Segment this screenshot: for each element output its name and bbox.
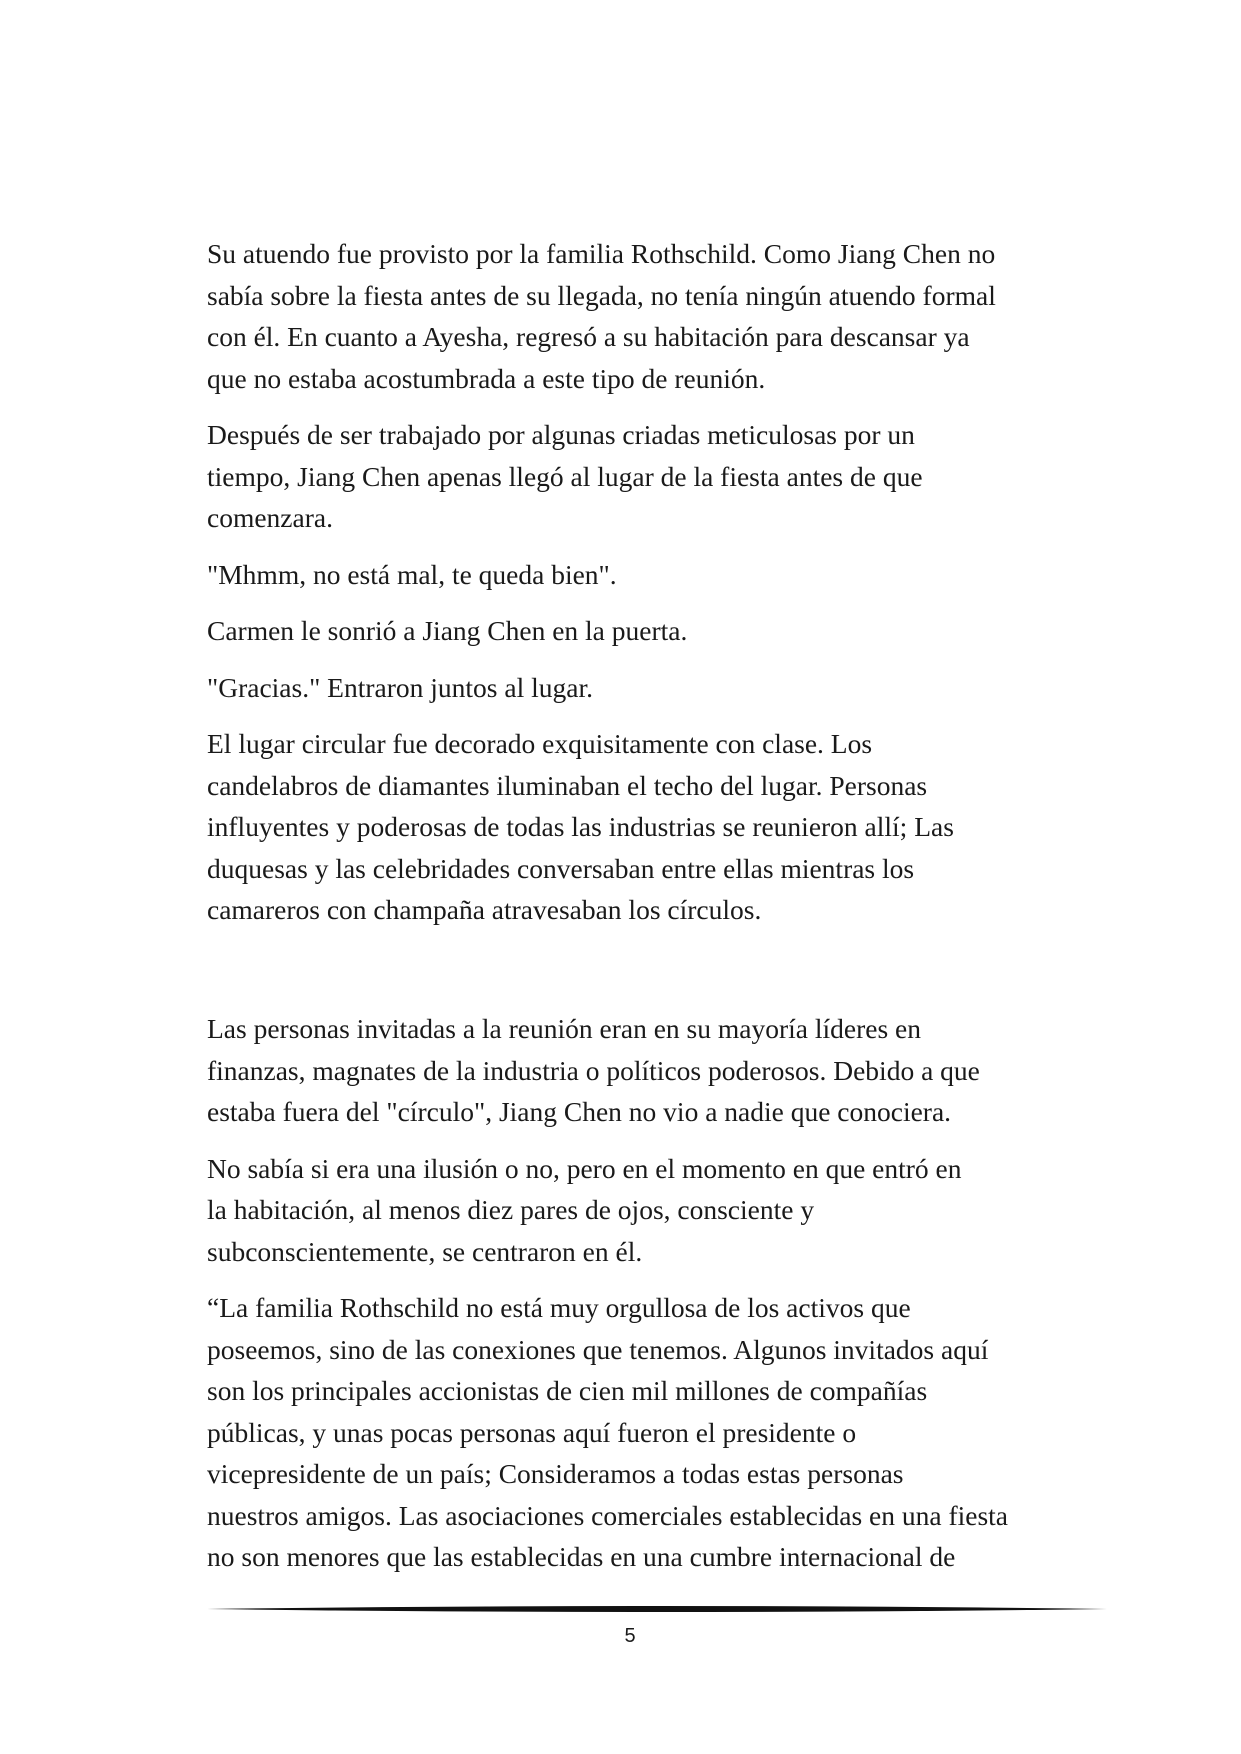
text-line: “La familia Rothschild no está muy orgullosa de los activos que: [207, 1292, 911, 1323]
text-line: Después de ser trabajado por algunas criadas meticulosas por un: [207, 419, 915, 450]
paragraph: [207, 667, 1077, 709]
text-line: estaba fuera del "círculo", Jiang Chen no vio a nadie que conociera.: [207, 1096, 952, 1127]
text-line: comenzara.: [207, 502, 333, 533]
body-text-block: [207, 1008, 1077, 1593]
paragraph: [207, 1008, 1077, 1133]
text-line: subconscientemente, se centraron en él.: [207, 1235, 643, 1267]
text-line: Su atuendo fue provisto por la familia Rothschild. Como Jiang Chen no: [207, 238, 996, 269]
text-line: que no estaba acostumbrada a este tipo de reunión.: [207, 362, 766, 394]
text-line: la habitación, al menos diez pares de ojos, consciente y: [207, 1194, 815, 1225]
text-line: El lugar circular fue decorado exquisitamente con clase. Los: [207, 728, 873, 759]
text-line: camareros con champaña atravesaban los círculos.: [207, 894, 762, 925]
paragraph: [207, 554, 1077, 596]
paragraph: [207, 723, 1077, 931]
text-line: sabía sobre la fiesta antes de su llegada, no tenía ningún atuendo formal: [207, 279, 996, 311]
text-line: tiempo, Jiang Chen apenas llegó al lugar de la fiesta antes de que: [207, 460, 923, 492]
text-line: finanzas, magnates de la industria o políticos poderosos. Debido a que: [207, 1054, 980, 1086]
footer-rule: [207, 1604, 1107, 1614]
text-line: "Mhmm, no está mal, te queda bien".: [207, 558, 617, 590]
paragraph: [207, 610, 1077, 652]
text-line: candelabros de diamantes iluminaban el techo del lugar. Personas: [207, 769, 928, 801]
text-line: son los principales accionistas de cien mil millones de compañías: [207, 1375, 928, 1406]
text-line: nuestros amigos. Las asociaciones comerciales establecidas en una fiesta: [207, 1499, 1009, 1531]
text-line: con él. En cuanto a Ayesha, regresó a su habitación para descansar ya: [207, 321, 970, 352]
text-line: Las personas invitadas a la reunión eran en su mayoría líderes en: [207, 1013, 921, 1044]
text-line: No sabía si era una ilusión o no, pero en el momento en que entró en: [207, 1152, 962, 1184]
paragraph: [207, 1148, 1077, 1273]
text-line: influyentes y poderosas de todas las industrias se reunieron allí; Las: [207, 811, 954, 842]
paragraph: [207, 1287, 1077, 1578]
text-line: vicepresidente de un país; Consideramos a todas estas personas: [207, 1458, 904, 1489]
text-line: públicas, y unas pocas personas aquí fueron el presidente o: [207, 1416, 857, 1448]
page-number: 5: [624, 1625, 636, 1647]
body-text-block: [207, 233, 1077, 946]
text-line: poseemos, sino de las conexiones que tenemos. Algunos invitados aquí: [207, 1333, 989, 1365]
text-line: duquesas y las celebridades conversaban entre ellas mientras los: [207, 852, 915, 884]
paragraph: [207, 414, 1077, 539]
text-line: "Gracias." Entraron juntos al lugar.: [207, 671, 593, 703]
paragraph: [207, 233, 1077, 399]
text-line: Carmen le sonrió a Jiang Chen en la puerta.: [207, 615, 688, 646]
text-line: no son menores que las establecidas en una cumbre internacional de: [207, 1541, 956, 1572]
